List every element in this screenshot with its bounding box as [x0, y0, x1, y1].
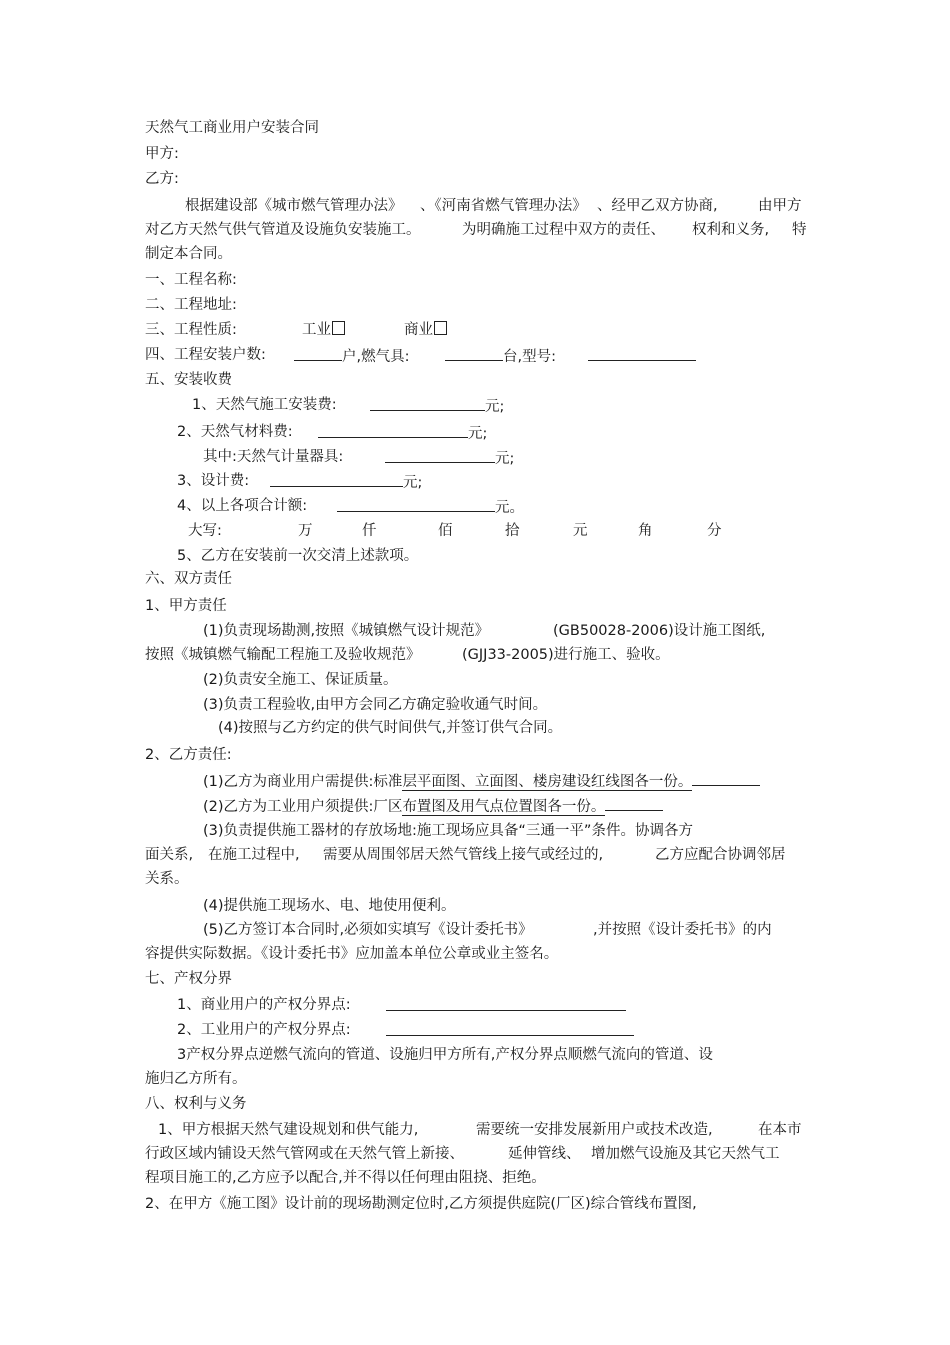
intro-text: 对乙方天然气供气管道及设施负安装施工。	[145, 222, 421, 238]
material-fee-label: 2、天然气材料费:	[177, 424, 293, 440]
intro-text: 制定本合同。	[145, 246, 232, 262]
party-a-label: 甲方:	[145, 146, 179, 162]
industrial-boundary-blank[interactable]	[386, 1021, 634, 1036]
industrial-checkbox[interactable]	[332, 321, 345, 335]
party-b-label: 乙方:	[145, 171, 179, 187]
clause-text	[203, 796, 663, 816]
capital-unit-bai: 佰	[438, 523, 453, 539]
intro-text: 、经甲乙双方协商,	[597, 198, 718, 214]
capital-unit-fen: 分	[707, 523, 722, 539]
clause-text: 关系。	[145, 871, 189, 887]
install-fee-unit: 元;	[485, 399, 505, 415]
commercial-boundary-row	[386, 996, 626, 1016]
material-fee-blank[interactable]	[318, 423, 468, 438]
ownership-heading: 七、产权分界	[145, 971, 232, 987]
model-blank[interactable]	[588, 346, 696, 361]
payment-clause: 5、乙方在安装前一次交清上述款项。	[177, 548, 419, 564]
commercial-boundary-blank[interactable]	[386, 996, 626, 1011]
intro-text: 特	[792, 222, 807, 238]
capital-amount-label: 大写:	[188, 523, 222, 539]
industrial-option-label: 工业	[302, 322, 331, 338]
material-fee-unit: 元;	[468, 426, 488, 442]
project-address-label: 二、工程地址:	[145, 297, 237, 313]
clause-text: 在施工过程中,	[208, 847, 300, 863]
clause-text: (1)负责现场勘测,按照《城镇燃气设计规范》	[203, 623, 490, 639]
total-fee-row	[337, 497, 524, 517]
clause-text: 程项目施工的,乙方应予以配合,并不得以任何理由阻挠、拒绝。	[145, 1170, 546, 1186]
appliances-unit: 台,型号:	[503, 349, 556, 365]
total-fee-label: 4、以上各项合计额:	[177, 498, 308, 514]
clause-blank	[605, 796, 663, 811]
clause-text: (1)乙方为商业用户需提供:标准	[203, 774, 403, 790]
contract-title: 天然气工商业用户安装合同	[145, 120, 319, 136]
clause-text: (5)乙方签订本合同时,必须如实填写《设计委托书》	[203, 922, 533, 938]
meter-fee-blank[interactable]	[385, 448, 495, 463]
clause-text: (4)按照与乙方约定的供气时间供气,并签订供气合同。	[218, 720, 563, 736]
underlined-clause-text: 层平面图、立面图、楼房建设红线图各一份。	[402, 774, 693, 790]
clause-text: (GB50028-2006)设计施工图纸,	[553, 623, 766, 639]
clause-text: (3)负责提供施工器材的存放场地:施工现场应具备“三通一平”条件。协调各方	[203, 823, 693, 839]
underlined-clause-text: 布置图及用气点位置图各一份。	[402, 799, 606, 815]
intro-text: 、《河南省燃气管理办法》	[420, 198, 587, 214]
capital-unit-shi: 拾	[505, 523, 520, 539]
project-nature-label: 三、工程性质:	[145, 322, 237, 338]
clause-blank	[692, 771, 760, 786]
intro-text: 根据建设部《城市燃气管理办法》	[185, 198, 403, 214]
install-fee-label: 1、天然气施工安装费:	[192, 397, 337, 413]
clause-text: 需要统一安排发展新用户或技术改造,	[476, 1122, 713, 1138]
clause-text: 面关系,	[145, 847, 194, 863]
appliance-row	[445, 346, 556, 366]
intro-text: 由甲方	[758, 198, 802, 214]
clause-text: 行政区域内铺设天然气管网或在天然气管上新接、	[145, 1146, 464, 1162]
design-fee-label: 3、设计费:	[177, 473, 250, 489]
clause-text: (3)负责工程验收,由甲方会同乙方确定验收通气时间。	[203, 697, 548, 713]
clause-text: (4)提供施工现场水、电、地使用便利。	[203, 898, 456, 914]
capital-unit-wan: 万	[298, 523, 313, 539]
clause-text: 容提供实际数据。《设计委托书》应加盖本单位公章或业主签名。	[145, 946, 559, 962]
clause-text: (2)乙方为工业用户须提供:厂区	[203, 799, 403, 815]
total-fee-blank[interactable]	[337, 497, 495, 512]
commercial-boundary-label: 1、商业用户的产权分界点:	[177, 997, 351, 1013]
intro-text: 为明确施工过程中双方的责任、	[462, 222, 665, 238]
clause-text: 延伸管线、	[508, 1146, 581, 1162]
clause-text: (2)负责安全施工、保证质量。	[203, 672, 398, 688]
total-fee-unit: 元。	[495, 500, 524, 516]
clause-text: 乙方应配合协调邻居	[655, 847, 786, 863]
design-fee-blank[interactable]	[270, 472, 403, 487]
clause-text: 施归乙方所有。	[145, 1071, 247, 1087]
clause-text: 在本市	[758, 1122, 802, 1138]
clause-text: ,并按照《设计委托书》的内	[593, 922, 772, 938]
capital-unit-jiao: 角	[638, 523, 653, 539]
clause-text: 1、甲方根据天然气建设规划和供气能力,	[158, 1122, 419, 1138]
clause-text: 按照《城镇燃气输配工程施工及验收规范》	[145, 647, 421, 663]
clause-text: 2、在甲方《施工图》设计前的现场勘测定位时,乙方须提供庭院(厂区)综合管线布置图,	[145, 1196, 697, 1212]
clause-text: 增加燃气设施及其它天然气工	[591, 1146, 780, 1162]
party-b-responsibilities-heading: 2、乙方责任:	[145, 747, 232, 763]
industrial-boundary-label: 2、工业用户的产权分界点:	[177, 1022, 351, 1038]
meter-fee-row	[385, 448, 514, 468]
appliances-blank[interactable]	[445, 346, 503, 361]
clause-text	[203, 771, 760, 791]
commercial-option[interactable]	[404, 321, 447, 339]
responsibilities-heading: 六、双方责任	[145, 571, 232, 587]
install-count-row	[294, 346, 410, 366]
rights-heading: 八、权利与义务	[145, 1096, 247, 1112]
meter-fee-unit: 元;	[495, 451, 515, 467]
industrial-option[interactable]	[302, 321, 345, 339]
material-fee-row	[318, 423, 487, 443]
party-a-responsibilities-heading: 1、甲方责任	[145, 598, 227, 614]
clause-text: 3产权分界点逆燃气流向的管道、设施归甲方所有,产权分界点顺燃气流向的管道、设	[177, 1047, 713, 1063]
project-name-label: 一、工程名称:	[145, 272, 237, 288]
fees-heading: 五、安装收费	[145, 372, 232, 388]
commercial-checkbox[interactable]	[434, 321, 447, 335]
households-unit: 户,燃气具:	[342, 349, 410, 365]
households-blank[interactable]	[294, 346, 342, 361]
clause-text: 需要从周围邻居天然气管线上接气或经过的,	[323, 847, 604, 863]
capital-unit-qian: 仟	[362, 523, 377, 539]
design-fee-row	[270, 472, 422, 492]
commercial-option-label: 商业	[404, 322, 433, 338]
design-fee-unit: 元;	[403, 475, 423, 491]
capital-unit-yuan: 元	[573, 523, 588, 539]
intro-text: 权利和义务,	[692, 222, 770, 238]
industrial-boundary-row	[386, 1021, 634, 1041]
model-row	[588, 346, 696, 366]
meter-fee-label: 其中:天然气计量器具:	[203, 449, 344, 465]
install-count-label: 四、工程安装户数:	[145, 347, 266, 363]
install-fee-blank[interactable]	[370, 396, 485, 411]
install-fee-row	[370, 396, 504, 416]
clause-text: (GJJ33-2005)进行施工、验收。	[462, 647, 670, 663]
